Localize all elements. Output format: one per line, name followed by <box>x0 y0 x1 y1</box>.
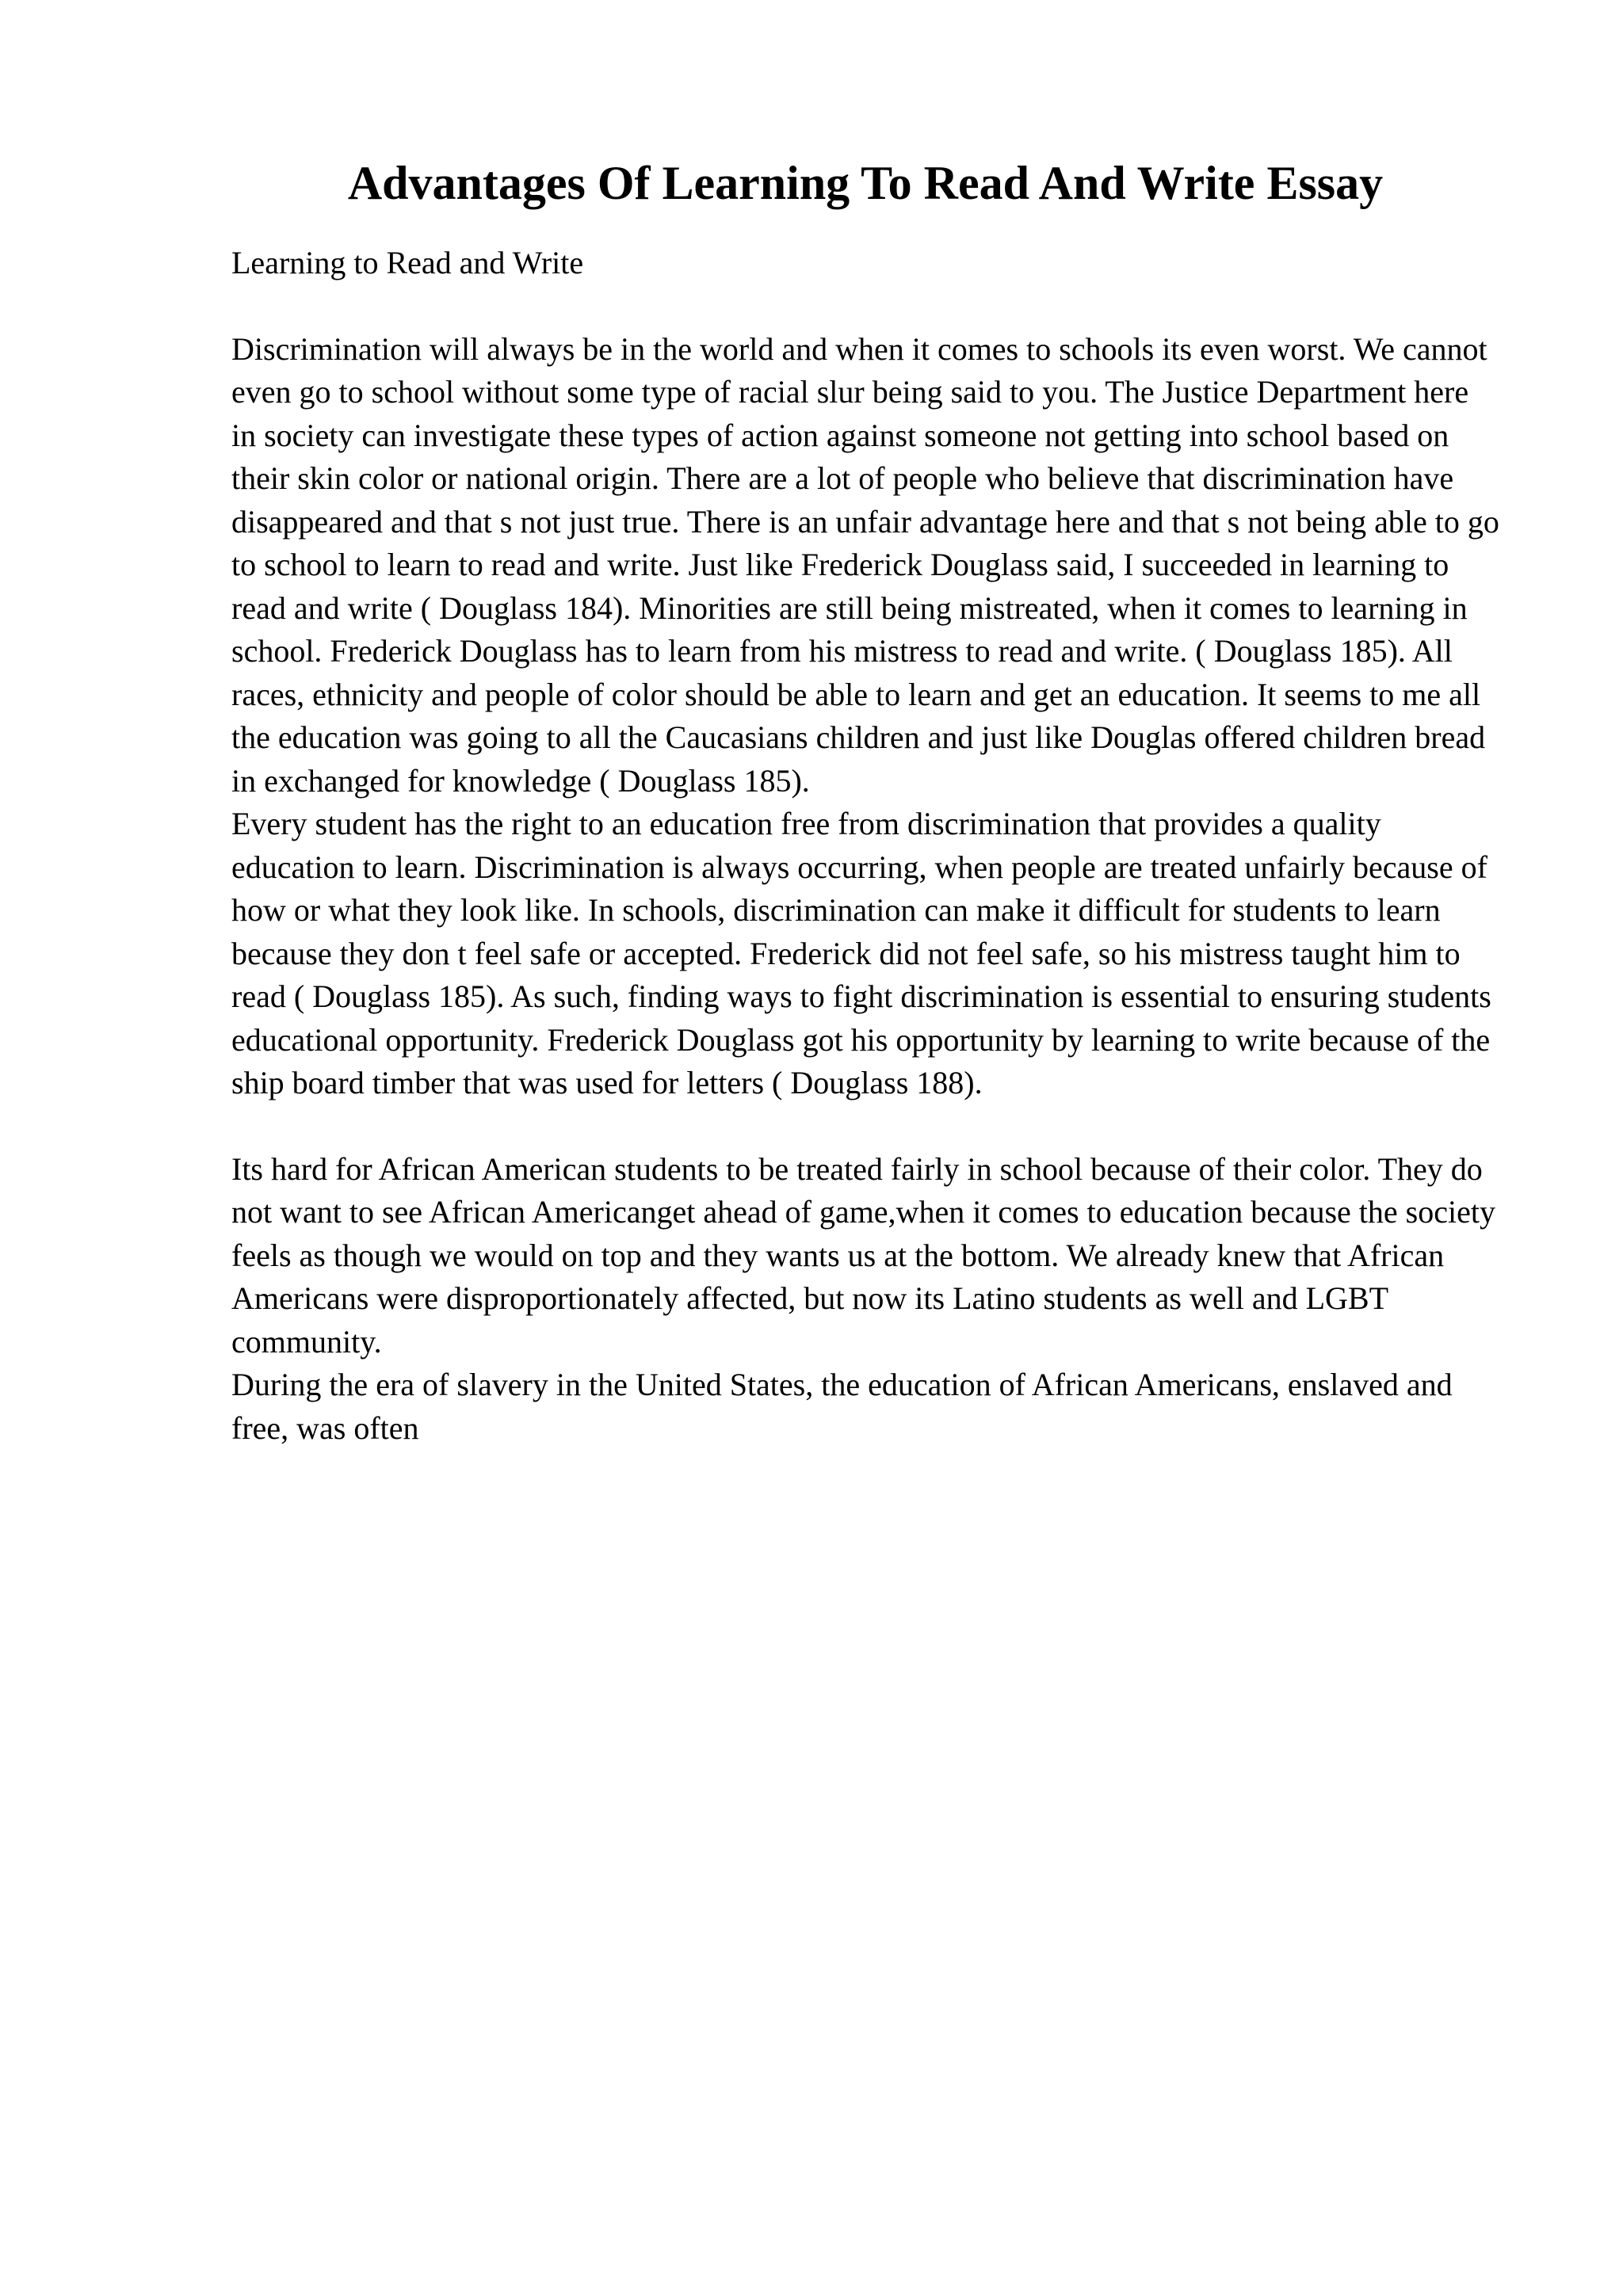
body-paragraph: Every student has the right to an education free from discrimination that provides a quality education to learn. Discrimination is always occurring, when people are treated unfairly because of how or what they look like. In schools, discrimination can make it difficult for students to learn because they don t feel safe or accepted. Frederick did not feel safe, so his mistress taught him to read ( Douglass 185). As such, finding ways to fight discrimination is essential to ensuring students educational opportunity. Frederick Douglass got his opportunity by learning to write because of the ship board timber that was used for letters ( Douglass 188). <box>231 806 1491 1100</box>
document-subtitle: Learning to Read and Write <box>231 245 584 280</box>
body-paragraph: Its hard for African American students to be treated fairly in school because of their color. They do not want to see African Americanget ahead of game,when it comes to education because the society feels as though we would on top and they wants us at the bottom. We already knew that African Americans were disproportionately affected, but now its Latino students as well and LGBT community. <box>231 1150 1495 1360</box>
body-paragraph: Discrimination will always be in the world and when it comes to schools its even worst. We cannot even go to school without some type of racial slur being said to you. The Justice Department here in society can investigate these types of action against someone not getting into school based on their skin color or national origin. There are a lot of people who believe that discrimination have disappeared and that s not just true. There is an unfair advantage here and that s not being able to go to school to learn to read and write. Just like Frederick Douglass said, I succeeded in learning to read and write ( Douglass 184). Minorities are still being mistreated, when it comes to learning in school. Frederick Douglass has to learn from his mistress to read and write. ( Douglass 185). All races, ethnicity and people of color should be able to learn and get an education. It seems to me all the education was going to all the Caucasians children and just like Douglas offered children bread in exchanged for knowledge ( Douglass 185). <box>231 330 1499 799</box>
document-body <box>231 242 1499 1450</box>
body-paragraph: During the era of slavery in the United States, the education of African Americans, enslaved and free, was often <box>231 1367 1453 1446</box>
document-title: Advantages Of Learning To Read And Write Essay <box>347 157 1384 209</box>
